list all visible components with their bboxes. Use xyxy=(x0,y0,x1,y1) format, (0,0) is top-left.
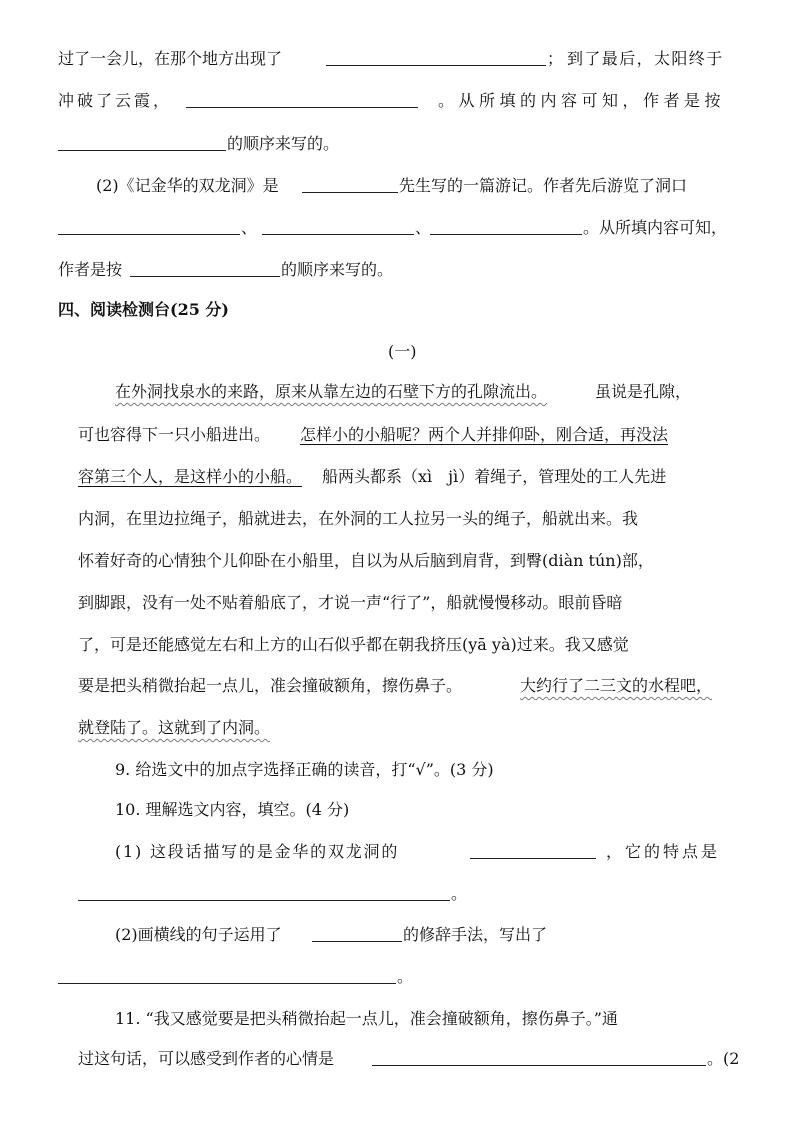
text-segment: 的顺序来写的。 xyxy=(281,260,394,279)
answer-blank[interactable] xyxy=(58,234,240,235)
sub-heading-line xyxy=(0,335,794,369)
text-segment: 可也容得下一只小船进出。 xyxy=(78,425,271,444)
passage-line xyxy=(0,544,794,578)
answer-blank[interactable] xyxy=(58,983,396,984)
text-segment: 要是把头稍微抬起一点儿，准会撞破额角，擦伤鼻子。 xyxy=(78,676,463,695)
text-segment: 了，可是还能感觉左右和上方的山石似乎都在朝我挤压(yā yà)过来。我又感觉 xyxy=(78,635,629,654)
question-line xyxy=(0,753,794,787)
question-10-1: (1) 这段话描写的是金华的双龙洞的 xyxy=(115,842,400,861)
passage-line xyxy=(0,460,794,494)
text-line xyxy=(0,211,794,245)
text-line xyxy=(0,127,794,161)
separator: 、 xyxy=(241,218,258,237)
text-line xyxy=(0,84,794,118)
underlined-sentence: 容第三个人，是这样小的小船。 xyxy=(78,467,303,486)
answer-blank[interactable] xyxy=(186,107,418,108)
passage-line xyxy=(0,502,794,536)
wavy-underlined-sentence: 大约行了二三文的水程吧， xyxy=(520,676,713,695)
passage-line xyxy=(0,418,794,452)
text-segment: 。 xyxy=(397,967,414,986)
question-line xyxy=(0,960,794,994)
passage-line xyxy=(0,375,794,409)
passage-line xyxy=(0,586,794,620)
wavy-underlined-sentence: 在外洞找泉水的来路，原来从靠左边的石壁下方的孔隙流出。 xyxy=(115,382,548,401)
text-segment: 虽说是孔隙， xyxy=(595,382,692,401)
text-segment: 到脚跟，没有一处不贴着船底了，才说一声“行了”，船就慢慢移动。眼前昏暗 xyxy=(78,593,623,612)
text-segment: 的修辞手法，写出了 xyxy=(403,925,548,944)
answer-blank[interactable] xyxy=(58,150,226,151)
text-segment: 怀着好奇的心情独个儿仰卧在小船里，自以为从后脑到肩背，到臀(diàn tún)部， xyxy=(78,551,654,570)
text-segment: 。 xyxy=(451,884,468,903)
answer-blank[interactable] xyxy=(372,1065,706,1066)
answer-blank[interactable] xyxy=(262,234,414,235)
question-line xyxy=(0,793,794,827)
text-line xyxy=(0,169,794,203)
section-heading-line xyxy=(0,293,794,327)
passage-line xyxy=(0,628,794,662)
separator: 、 xyxy=(415,218,432,237)
text-segment: 到了最后，太阳终于 xyxy=(567,49,724,68)
answer-blank[interactable] xyxy=(312,941,402,942)
text-segment: 。从所填内容可知， xyxy=(583,218,728,237)
section-heading: 四、阅读检测台(25 分) xyxy=(58,300,229,319)
question-11: 11. “我又感觉要是把头稍微抬起一点儿，准会撞破额角，擦伤鼻子。”通 xyxy=(115,1009,618,1028)
text-segment: 。(2 xyxy=(707,1049,740,1068)
question-line xyxy=(0,1002,794,1036)
wavy-underlined-sentence: 就登陆了。这就到了内洞。 xyxy=(78,718,271,737)
text-line xyxy=(0,42,794,76)
question-line xyxy=(0,918,794,952)
answer-blank[interactable] xyxy=(470,858,596,859)
answer-blank[interactable] xyxy=(302,192,398,193)
passage-line xyxy=(0,669,794,703)
text-segment: 作者是按 xyxy=(58,260,123,279)
text-segment: 过这句话，可以感受到作者的心情是 xyxy=(78,1049,335,1068)
question-9: 9. 给选文中的加点字选择正确的读音，打“√”。(3 分) xyxy=(115,760,494,779)
question-line xyxy=(0,1042,794,1076)
passage-line xyxy=(0,711,794,745)
text-segment: 船两头都系（xì jì）着绳子，管理处的工人先进 xyxy=(322,467,667,486)
text-segment: 先生写的一篇游记。作者先后游览了洞口 xyxy=(399,176,688,195)
question-10-2: (2)画横线的句子运用了 xyxy=(115,925,282,944)
answer-blank[interactable] xyxy=(430,234,582,235)
text-segment: 内洞，在里边拉绳子，船就进去，在外洞的工人拉另一头的绳子，船就出来。我 xyxy=(78,509,639,528)
answer-blank[interactable] xyxy=(130,276,280,277)
text-segment: 的顺序来写的。 xyxy=(227,134,340,153)
underlined-sentence: 怎样小的小船呢？两个人并排仰卧，刚合适，再没法 xyxy=(300,425,669,444)
question-2-text: (2)《记金华的双龙洞》是 xyxy=(96,176,279,195)
answer-blank[interactable] xyxy=(326,65,546,66)
answer-blank[interactable] xyxy=(78,900,450,901)
text-segment: ； xyxy=(547,49,564,68)
text-segment: 冲破了云霞， xyxy=(58,91,173,110)
text-segment: 。从所填的内容可知，作者是按 xyxy=(438,91,726,110)
question-line xyxy=(0,877,794,911)
passage-number: (一) xyxy=(388,342,417,361)
text-segment: 过了一会儿，在那个地方出现了 xyxy=(58,49,283,68)
question-10: 10. 理解选文内容，填空。(4 分) xyxy=(115,800,350,819)
text-line xyxy=(0,253,794,287)
question-line xyxy=(0,835,794,869)
text-segment: ，它的特点是 xyxy=(606,842,721,861)
